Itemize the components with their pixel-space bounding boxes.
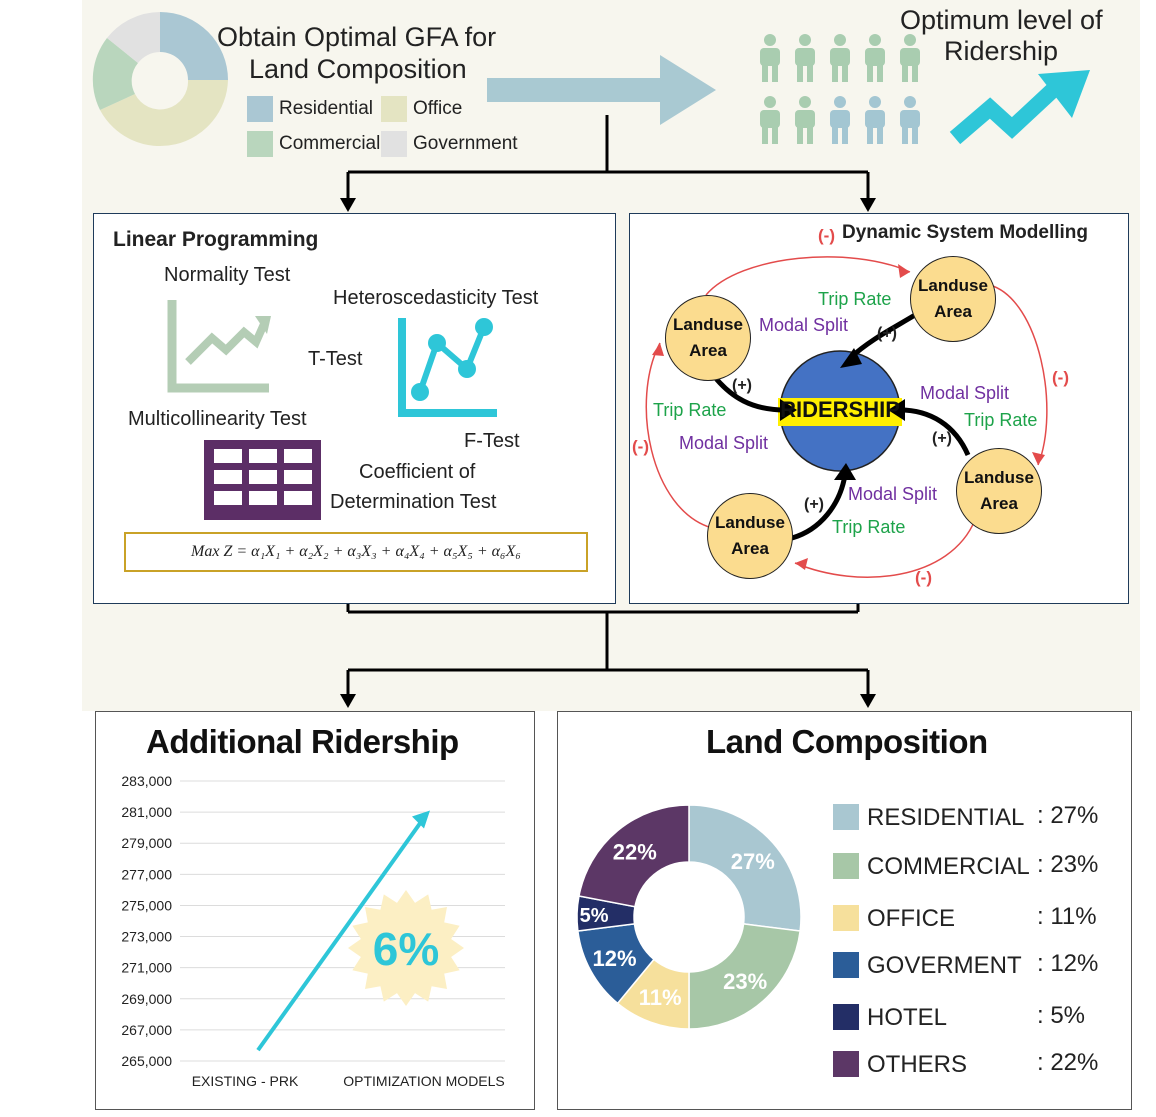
modal-split-label-2: Modal Split: [679, 433, 769, 453]
y-tick-label: 281,000: [121, 804, 172, 821]
y-tick-label: 283,000: [121, 773, 172, 789]
objective-formula: Max Z = α₁X₁ + α₂X₂ + α₃X₃ + α₄X₄ + α₅X₅ + α₆X₆: [191, 543, 521, 560]
node-label-line1: Landuse: [715, 513, 785, 532]
top-title-line1: Obtain Optimal GFA for: [217, 22, 497, 52]
legend-swatch-office: [833, 905, 859, 931]
y-tick-label: 269,000: [121, 990, 172, 1007]
x-tick-label: EXISTING - PRK: [191, 1073, 299, 1089]
trip-rate-label-3: Trip Rate: [964, 410, 1038, 430]
ridership-goal-line1: Optimum level of: [900, 5, 1103, 35]
f-test-label: F-Test: [464, 430, 520, 452]
y-tick-label: 279,000: [121, 835, 172, 852]
y-tick-label: 275,000: [121, 897, 172, 914]
minus-label-4: (-): [632, 437, 649, 456]
donut-slice-label: 11%: [638, 984, 682, 1010]
plus-label-1: (+): [877, 325, 897, 342]
trip-rate-label-2: Trip Rate: [653, 400, 727, 420]
ridership-center-label: RIDERSHIP: [780, 397, 900, 422]
legend-commercial: Commercial: [279, 133, 381, 154]
donut-slice-label: 22%: [612, 839, 657, 865]
legend-label-goverment: GOVERMENT: [867, 952, 1022, 979]
legend-swatch-others: [833, 1051, 859, 1077]
legend-value-office: : 11%: [1037, 903, 1097, 930]
top-title-line2: Land Composition: [249, 54, 467, 84]
y-tick-label: 267,000: [121, 1021, 172, 1038]
legend-swatch-residential: [833, 804, 859, 830]
legend-swatch-hotel: [833, 1004, 859, 1030]
heteroscedasticity-test-label: Heteroscedasticity Test: [333, 287, 539, 309]
land-composition-title: Land Composition: [706, 723, 988, 760]
lp-title: Linear Programming: [113, 228, 319, 251]
legend-value-hotel: : 5%: [1037, 1002, 1086, 1029]
donut-slice-label: 12%: [592, 945, 637, 971]
trip-rate-label-4: Trip Rate: [832, 517, 906, 537]
legend-swatch-goverment: [833, 952, 859, 978]
legend-value-others: : 22%: [1037, 1049, 1099, 1076]
minus-label-3: (-): [915, 568, 932, 587]
node-label-line1: Landuse: [964, 468, 1034, 487]
legend-office: Office: [413, 98, 463, 119]
trip-rate-label-1: Trip Rate: [818, 289, 892, 309]
legend-label-residential: RESIDENTIAL: [867, 804, 1025, 831]
y-tick-label: 273,000: [121, 928, 172, 945]
legend-label-commercial: COMMERCIAL: [867, 853, 1030, 880]
coefficient-label-line2: Determination Test: [330, 491, 497, 513]
x-tick-label: OPTIMIZATION MODELS: [343, 1073, 505, 1089]
ridership-chart-title: Additional Ridership: [146, 723, 459, 760]
legend-value-residential: : 27%: [1037, 802, 1099, 829]
node-label-line2: Area: [689, 341, 727, 360]
y-tick-label: 271,000: [121, 959, 172, 976]
modal-split-label-3: Modal Split: [920, 383, 1010, 403]
node-label-line2: Area: [934, 302, 972, 321]
ridership-goal-line2: Ridership: [944, 36, 1059, 66]
legend-government: Government: [413, 133, 518, 154]
legend-label-hotel: HOTEL: [867, 1004, 948, 1031]
percent-badge-text: 6%: [372, 923, 440, 975]
legend-label-others: OTHERS: [867, 1051, 968, 1078]
legend-value-goverment: : 12%: [1037, 950, 1099, 977]
modal-split-label-4: Modal Split: [848, 484, 938, 504]
dsm-title: Dynamic System Modelling: [842, 222, 1089, 243]
multicollinearity-test-label: Multicollinearity Test: [128, 408, 307, 430]
minus-label-1: (-): [818, 226, 835, 245]
node-label-line2: Area: [731, 539, 769, 558]
y-tick-label: 277,000: [121, 866, 172, 883]
plus-label-4: (+): [804, 496, 824, 513]
node-label-line2: Area: [980, 494, 1018, 513]
legend-residential: Residential: [279, 98, 373, 119]
normality-test-label: Normality Test: [164, 264, 291, 286]
donut-slice-label: 23%: [723, 968, 768, 994]
plus-label-3: (+): [932, 430, 952, 447]
modal-split-label-1: Modal Split: [759, 315, 849, 335]
legend-value-commercial: : 23%: [1037, 851, 1099, 878]
t-test-label: T-Test: [308, 348, 363, 370]
donut-slice-label: 5%: [579, 905, 609, 928]
donut-slice-label: 27%: [730, 848, 775, 874]
coefficient-label-line1: Coefficient of: [359, 461, 476, 483]
plus-label-2: (+): [732, 377, 752, 394]
legend-label-office: OFFICE: [867, 905, 955, 932]
minus-label-2: (-): [1052, 368, 1069, 387]
legend-swatch-commercial: [833, 853, 859, 879]
node-label-line1: Landuse: [918, 276, 988, 295]
node-label-line1: Landuse: [673, 315, 743, 334]
y-tick-label: 265,000: [121, 1053, 172, 1069]
